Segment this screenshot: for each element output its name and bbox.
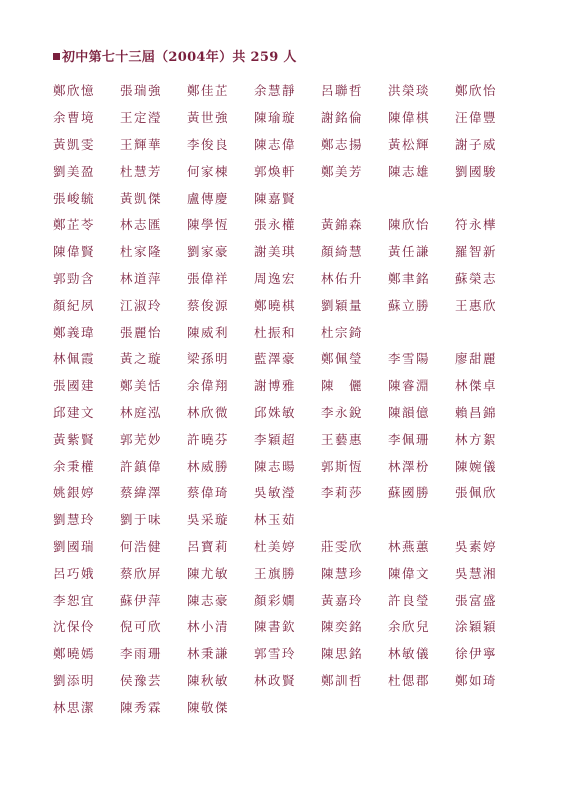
student-name: 蘇立勝 [388, 297, 431, 313]
student-name: 鄭欣怡 [455, 83, 498, 99]
student-name: 顏紀夙 [53, 297, 96, 313]
student-name: 羅智新 [455, 244, 498, 260]
student-name: 郭勁含 [53, 270, 96, 286]
student-name: 鄭美恬 [120, 378, 163, 394]
student-name: 余偉翔 [187, 378, 230, 394]
student-name: 徐伊寧 [455, 646, 498, 662]
name-row [53, 157, 523, 184]
name-row [53, 399, 523, 426]
student-name: 張麗怡 [120, 324, 163, 340]
student-name: 李恕宜 [53, 592, 96, 608]
name-group [53, 345, 523, 533]
name-group [53, 533, 523, 721]
student-name: 陳書欽 [254, 619, 297, 635]
student-name: 吳慧湘 [455, 565, 498, 581]
student-name: 蘇榮志 [455, 270, 498, 286]
student-name: 余秉權 [53, 458, 96, 474]
student-name: 林佩霞 [53, 351, 96, 367]
name-row [53, 104, 523, 131]
name-row [53, 372, 523, 399]
student-name: 廖甜麗 [455, 351, 498, 367]
student-name: 鄭佩瑩 [321, 351, 364, 367]
name-row [53, 77, 523, 104]
student-name: 林秉謙 [187, 646, 230, 662]
student-name: 鄭如琦 [455, 672, 498, 688]
student-name: 鄭訓哲 [321, 672, 364, 688]
student-name: 呂聯哲 [321, 83, 364, 99]
student-name: 張瑞強 [120, 83, 163, 99]
student-name: 劉添明 [53, 672, 96, 688]
student-name: 黃紫賢 [53, 431, 96, 447]
student-name: 鄭義瑋 [53, 324, 96, 340]
student-name: 杜振和 [254, 324, 297, 340]
student-name: 吳素婷 [455, 538, 498, 554]
student-name: 陳 儷 [321, 378, 364, 394]
student-name: 陳思銘 [321, 646, 364, 662]
student-name: 劉穎量 [321, 297, 364, 313]
student-name-list [53, 77, 523, 720]
student-name: 李莉莎 [321, 485, 364, 501]
student-name: 洪榮琰 [388, 83, 431, 99]
student-name: 陳睿淵 [388, 378, 431, 394]
student-name: 劉家豪 [187, 244, 230, 260]
student-name: 鄭志揚 [321, 136, 364, 152]
student-name: 鄭曉棋 [254, 297, 297, 313]
student-name: 顏綺慧 [321, 244, 364, 260]
student-name: 蘇國勝 [388, 485, 431, 501]
student-name: 謝美琪 [254, 244, 297, 260]
student-name: 涂穎穎 [455, 619, 498, 635]
student-name: 余曹境 [53, 110, 96, 126]
name-row [53, 640, 523, 667]
student-name: 周逸宏 [254, 270, 297, 286]
student-name: 林燕蕙 [388, 538, 431, 554]
name-row [53, 452, 523, 479]
student-name: 許良瑩 [388, 592, 431, 608]
student-name: 張峻毓 [53, 190, 96, 206]
name-row [53, 667, 523, 694]
student-name: 杜美婷 [254, 538, 297, 554]
student-name: 陳偉棋 [388, 110, 431, 126]
student-name: 顏彩嫺 [254, 592, 297, 608]
student-name: 劉慧玲 [53, 512, 96, 528]
student-name: 李穎超 [254, 431, 297, 447]
student-name: 黃之璇 [120, 351, 163, 367]
student-name: 陳志暘 [254, 458, 297, 474]
student-name: 黃任謙 [388, 244, 431, 260]
student-name: 張國建 [53, 378, 96, 394]
student-name: 鄭佳芷 [187, 83, 230, 99]
student-name: 林欣微 [187, 404, 230, 420]
name-row [53, 131, 523, 158]
student-name: 張永權 [254, 217, 297, 233]
student-name: 盧傳慶 [187, 190, 230, 206]
student-name: 姚銀婷 [53, 485, 96, 501]
student-name: 蔡偉琦 [187, 485, 230, 501]
student-name: 王藝惠 [321, 431, 364, 447]
student-name: 陳奕銘 [321, 619, 364, 635]
student-name: 謝博雅 [254, 378, 297, 394]
student-name: 陳尤敏 [187, 565, 230, 581]
student-name: 許鎮偉 [120, 458, 163, 474]
student-name: 侯豫芸 [120, 672, 163, 688]
student-name: 呂巧娥 [53, 565, 96, 581]
student-name: 杜偲郡 [388, 672, 431, 688]
student-name: 賴昌錦 [455, 404, 498, 420]
name-row [53, 613, 523, 640]
student-name: 郭煥軒 [254, 163, 297, 179]
student-name: 倪可欣 [120, 619, 163, 635]
student-name: 鄭美芳 [321, 163, 364, 179]
student-name: 林思潔 [53, 699, 96, 715]
student-name: 郭斯恆 [321, 458, 364, 474]
student-name: 蘇伊萍 [120, 592, 163, 608]
student-name: 黃錦森 [321, 217, 364, 233]
student-name: 陳韻億 [388, 404, 431, 420]
student-name: 黃凱雯 [53, 136, 96, 152]
name-row [53, 693, 523, 720]
student-name: 陳志豪 [187, 592, 230, 608]
name-row [53, 479, 523, 506]
student-name: 林佑升 [321, 270, 364, 286]
student-name: 陳志雄 [388, 163, 431, 179]
student-name: 何浩健 [120, 538, 163, 554]
student-name: 黃世強 [187, 110, 230, 126]
student-name: 張佩欣 [455, 485, 498, 501]
student-name: 陳婉儀 [455, 458, 498, 474]
student-name: 王惠欣 [455, 297, 498, 313]
student-name: 江淑玲 [120, 297, 163, 313]
student-name: 余欣兒 [388, 619, 431, 635]
student-name: 張富盛 [455, 592, 498, 608]
student-name: 藍澤豪 [254, 351, 297, 367]
student-name: 劉國駿 [455, 163, 498, 179]
student-name: 陳偉賢 [53, 244, 96, 260]
student-name: 劉國瑞 [53, 538, 96, 554]
student-name: 林道萍 [120, 270, 163, 286]
student-name: 李俊良 [187, 136, 230, 152]
student-name: 劉美盈 [53, 163, 96, 179]
student-name: 林玉茹 [254, 512, 297, 528]
student-name: 林政賢 [254, 672, 297, 688]
student-name: 許曉芬 [187, 431, 230, 447]
square-bullet-icon [53, 53, 60, 60]
student-name: 陳瑜璇 [254, 110, 297, 126]
student-name: 張偉祥 [187, 270, 230, 286]
name-row [53, 559, 523, 586]
student-name: 鄭曉嫣 [53, 646, 96, 662]
student-name: 陳秋敏 [187, 672, 230, 688]
student-name: 邱建文 [53, 404, 96, 420]
student-name: 何家棟 [187, 163, 230, 179]
student-name: 杜家隆 [120, 244, 163, 260]
student-name: 劉于味 [120, 512, 163, 528]
student-name: 杜慧芳 [120, 163, 163, 179]
student-name: 郭芜妙 [120, 431, 163, 447]
heading-text: 初中第七十三屆（2004年）共 259 人 [62, 50, 297, 65]
student-name: 陳威利 [187, 324, 230, 340]
student-name: 黃嘉玲 [321, 592, 364, 608]
student-name: 林敏儀 [388, 646, 431, 662]
student-name: 梁孫明 [187, 351, 230, 367]
name-row [53, 291, 523, 318]
student-name: 邱姝敏 [254, 404, 297, 420]
student-name: 陳偉文 [388, 565, 431, 581]
student-name: 李佩珊 [388, 431, 431, 447]
student-name: 王定瀅 [120, 110, 163, 126]
name-row [53, 425, 523, 452]
student-name: 蔡緯澤 [120, 485, 163, 501]
student-name: 陳志偉 [254, 136, 297, 152]
student-name: 黃凱傑 [120, 190, 163, 206]
name-row [53, 211, 523, 238]
student-name: 林澤枌 [388, 458, 431, 474]
student-name: 吳采璇 [187, 512, 230, 528]
name-group [53, 211, 523, 345]
student-name: 李永銳 [321, 404, 364, 420]
student-name: 林庭泓 [120, 404, 163, 420]
student-name: 王旗勝 [254, 565, 297, 581]
student-name: 杜宗錡 [321, 324, 364, 340]
student-name: 余慧靜 [254, 83, 297, 99]
student-name: 林傑卓 [455, 378, 498, 394]
student-name: 謝銘倫 [321, 110, 364, 126]
student-name: 李雨珊 [120, 646, 163, 662]
student-name: 陳秀霖 [120, 699, 163, 715]
student-name: 黃松輝 [388, 136, 431, 152]
student-name: 林方絮 [455, 431, 498, 447]
student-name: 沈保伶 [53, 619, 96, 635]
name-row [53, 345, 523, 372]
name-row [53, 533, 523, 560]
student-name: 李雪陽 [388, 351, 431, 367]
student-name: 鄭聿銘 [388, 270, 431, 286]
name-row [53, 265, 523, 292]
student-name: 陳嘉賢 [254, 190, 297, 206]
student-name: 蔡俊源 [187, 297, 230, 313]
student-name: 蔡欣屏 [120, 565, 163, 581]
student-name: 吳敏瀅 [254, 485, 297, 501]
student-name: 陳欣怡 [388, 217, 431, 233]
name-row [53, 318, 523, 345]
student-name: 林威勝 [187, 458, 230, 474]
name-row [53, 238, 523, 265]
class-heading [53, 46, 297, 65]
student-name: 郭雪玲 [254, 646, 297, 662]
name-row [53, 586, 523, 613]
student-name: 符永樺 [455, 217, 498, 233]
student-name: 莊雯欣 [321, 538, 364, 554]
name-group [53, 77, 523, 211]
name-row [53, 506, 523, 533]
student-name: 陳敬傑 [187, 699, 230, 715]
student-name: 呂寶莉 [187, 538, 230, 554]
student-name: 鄭欣憶 [53, 83, 96, 99]
student-name: 林志匯 [120, 217, 163, 233]
student-name: 汪偉豐 [455, 110, 498, 126]
student-name: 謝子威 [455, 136, 498, 152]
student-name: 陳慧珍 [321, 565, 364, 581]
student-name: 鄭芷苓 [53, 217, 96, 233]
student-name: 陳學恆 [187, 217, 230, 233]
name-row [53, 184, 523, 211]
student-name: 王輝華 [120, 136, 163, 152]
student-name: 林小清 [187, 619, 230, 635]
